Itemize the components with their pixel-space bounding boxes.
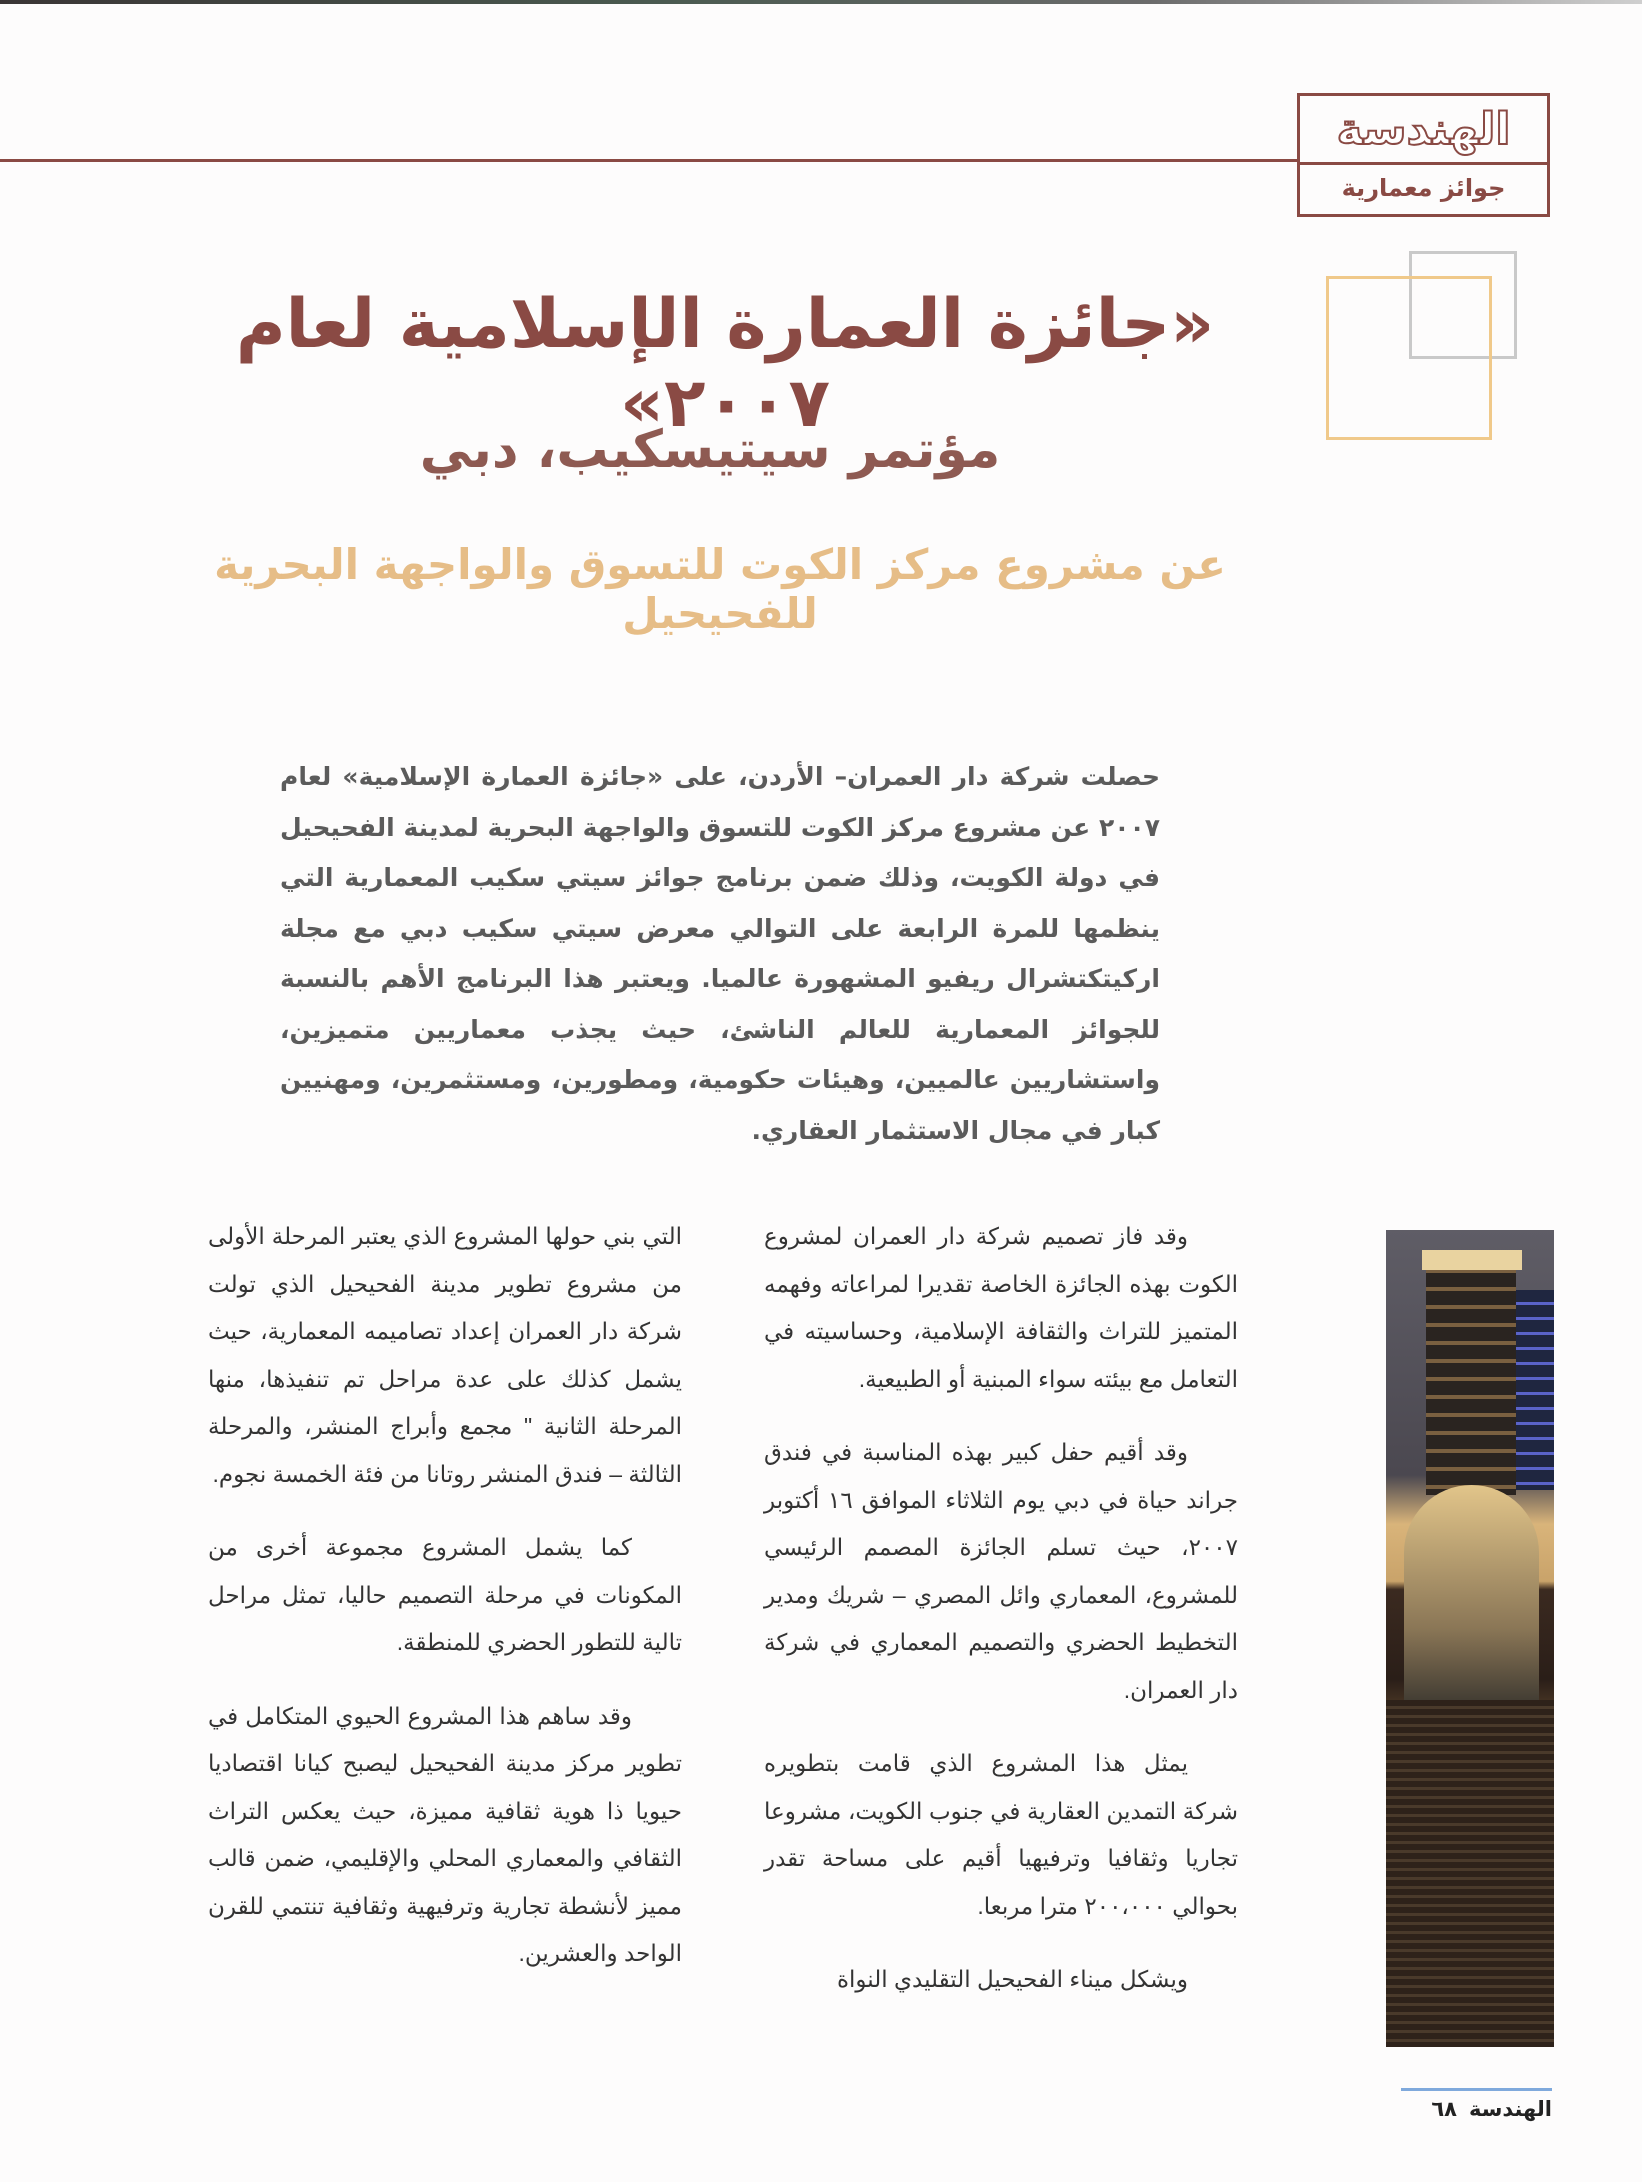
project-photo	[1386, 1230, 1554, 2047]
paragraph: يمثل هذا المشروع الذي قامت بتطويره شركة التمدين العقارية في جنوب الكويت، مشروعا تجاريا وثقافيا وترفيهيا أقيم على مساحة تقدر بحوالي ٢٠٠،٠٠٠ مترا مربعا.	[764, 1750, 1238, 1919]
footer-magazine-name: الهندسة	[1468, 2097, 1552, 2121]
paragraph: وقد أقيم حفل كبير بهذه المناسبة في فندق جراند حياة في دبي يوم الثلاثاء الموافق ١٦ أكتوبر ٢٠٠٧، حيث تسلم الجائزة المصمم الرئيسي للمشروع، المعماري وائل المصري – شريك ومدير التخطيط الحضري والتصميم المعماري في شركة دار العمران.	[764, 1439, 1238, 1703]
paragraph: وقد فاز تصميم شركة دار العمران لمشروع الكوت بهذه الجائزة الخاصة تقديرا لمراعاته وفهمه المتميز للتراث والثقافة الإسلامية، وحساسيته في التعامل مع بيئته سواء المبنية أو الطبيعية.	[764, 1223, 1238, 1392]
body-column-right	[764, 1213, 1238, 2030]
paragraph: ويشكل ميناء الفحيحيل التقليدي النواة	[836, 1966, 1188, 1992]
scan-edge	[0, 0, 1642, 4]
photo-tower-cap	[1422, 1250, 1522, 1270]
paragraph: التي بني حولها المشروع الذي يعتبر المرحلة الأولى من مشروع تطوير مدينة الفحيحيل الذي تولت شركة دار العمران إعداد تصاميمه المعمارية، حيث يشمل كذلك على عدة مراحل تم تنفيذها، منها المرحلة الثانية " مجمع وأبراج المنشر، والمرحلة الثالثة – فندق المنشر روتانا من فئة الخمسة نجوم.	[208, 1223, 682, 1487]
section-header-box	[1297, 93, 1550, 217]
body-column-left	[208, 1213, 682, 2004]
article-tagline: عن مشروع مركز الكوت للتسوق والواجهة البحرية للفحيحيل	[214, 540, 1226, 638]
intro-paragraph: حصلت شركة دار العمران– الأردن، على «جائزة العمارة الإسلامية» لعام ٢٠٠٧ عن مشروع مركز الكوت للتسوق والواجهة البحرية لمدينة الفحيحيل في دولة الكويت، وذلك ضمن برنامج جوائز سيتي سكيب المعمارية التي ينظمها للمرة الرابعة على التوالي معرض سيتي سكيب دبي مع مجلة اركيتكتشرال ريفيو المشهورة عالميا. ويعتبر هذا البرنامج الأهم بالنسبة للجوائز المعمارية للعالم الناشئ، حيث يجذب معماريين متميزين، واستشاريين عالميين، وهيئات حكومية، ومطورين، ومستثمرين، ومهنيين كبار في مجال الاستثمار العقاري.	[280, 762, 1160, 1145]
decorative-square-gold	[1326, 276, 1492, 440]
photo-water	[1386, 1700, 1554, 2047]
footer-rule	[1401, 2088, 1552, 2091]
photo-tower	[1426, 1255, 1516, 1495]
photo-arch	[1404, 1485, 1539, 1725]
page-footer	[1400, 2097, 1552, 2121]
photo-tower-secondary	[1516, 1290, 1554, 1490]
article-subtitle: مؤتمر سيتيسكيب، دبي	[419, 420, 1001, 480]
header-rule	[0, 159, 1300, 162]
paragraph: وقد ساهم هذا المشروع الحيوي المتكامل في تطوير مركز مدينة الفحيحيل ليصبح كيانا اقتصاديا حيويا ذا هوية ثقافية مميزة، حيث يعكس التراث الثقافي والمعماري المحلي والإقليمي، ضمن قالب مميز لأنشطة تجارية وترفيهية وثقافية تنتمي للقرن الواحد والعشرين.	[208, 1702, 682, 1966]
section-label: جوائز معمارية	[1341, 174, 1506, 202]
paragraph: كما يشمل المشروع مجموعة أخرى من المكونات في مرحلة التصميم حاليا، تمثل مراحل تالية للتطور الحضري للمنطقة.	[208, 1534, 682, 1655]
article-title: «جائزة العمارة الإسلامية لعام ٢٠٠٧»	[235, 285, 1215, 443]
magazine-logo: الهندسة	[1300, 96, 1547, 165]
page-number: ٦٨	[1431, 2097, 1457, 2121]
